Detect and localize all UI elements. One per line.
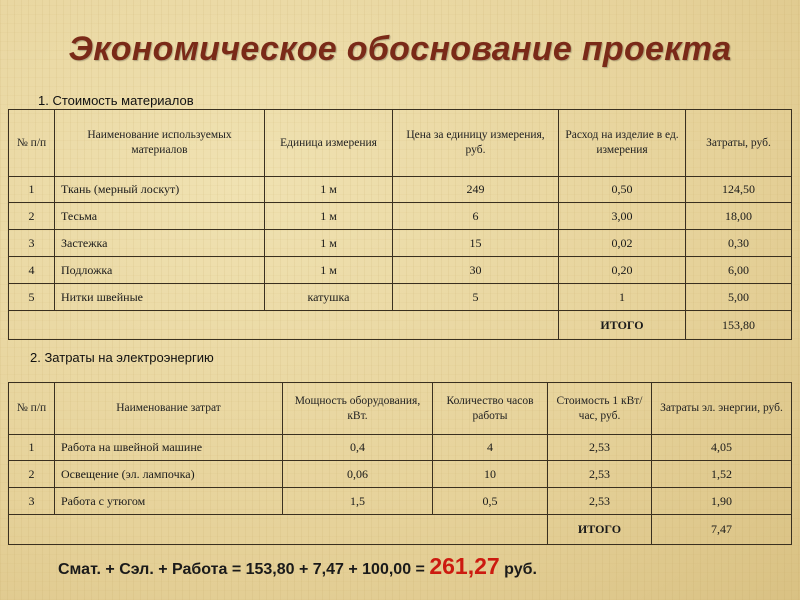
table-cell: 18,00 [686,203,792,230]
table-cell: 1 м [265,177,393,203]
table-cell: 4 [9,257,55,284]
header-cell: Количество часов работы [433,383,548,435]
cost-formula [58,553,537,580]
table-total-row [9,515,792,545]
table-cell: 0,5 [433,488,548,515]
table-cell: 0,06 [283,461,433,488]
header-cell: Цена за единицу измерения, руб. [393,110,559,177]
table-cell: 2 [9,203,55,230]
table-cell: Тесьма [55,203,265,230]
total-label: ИТОГО [548,515,652,545]
table-cell: 2,53 [548,488,652,515]
table-cell: 6 [393,203,559,230]
header-cell: Затраты, руб. [686,110,792,177]
formula-unit: руб. [504,561,537,578]
electricity-table [8,382,792,545]
table-cell: Застежка [55,230,265,257]
table-cell: Работа с утюгом [55,488,283,515]
table-cell: 1,52 [652,461,792,488]
total-value: 153,80 [686,311,792,340]
table-total-row [9,311,792,340]
table-cell: 30 [393,257,559,284]
table-row [9,284,792,311]
table-cell: 249 [393,177,559,203]
page-title: Экономическое обоснование проекта [68,30,732,68]
formula-result: 261,27 [429,553,500,579]
table-row [9,257,792,284]
total-label: ИТОГО [559,311,686,340]
table-row [9,435,792,461]
table-cell: 1 м [265,230,393,257]
formula-text: Смат. + Сэл. + Работа = 153,80 + 7,47 + 100,00 = [58,561,425,578]
table-cell: 10 [433,461,548,488]
header-cell: Расход на изделие в ед. измерения [559,110,686,177]
table-cell: Ткань (мерный лоскут) [55,177,265,203]
table-cell: 1,90 [652,488,792,515]
table-cell: Подложка [55,257,265,284]
table-cell: 2,53 [548,435,652,461]
header-cell: Наименование затрат [55,383,283,435]
table-cell: 5 [393,284,559,311]
table-cell: Работа на швейной машине [55,435,283,461]
table-cell: 1,5 [283,488,433,515]
table-cell: 1 м [265,203,393,230]
table-cell: 6,00 [686,257,792,284]
table-cell: 0,02 [559,230,686,257]
table-cell: 2,53 [548,461,652,488]
table-cell: Освещение (эл. лампочка) [55,461,283,488]
table-cell: 0,20 [559,257,686,284]
header-cell: Наименование используемых материалов [55,110,265,177]
table-row [9,488,792,515]
table-cell: катушка [265,284,393,311]
header-cell: Мощность оборудования, кВт. [283,383,433,435]
table-cell: 3,00 [559,203,686,230]
total-spacer [9,311,559,340]
table-cell: 0,30 [686,230,792,257]
table-cell: 5 [9,284,55,311]
table-cell: 5,00 [686,284,792,311]
table-cell: 1 [559,284,686,311]
table-row [9,230,792,257]
table-row [9,461,792,488]
table-header-row [9,383,792,435]
header-cell: Затраты эл. энергии, руб. [652,383,792,435]
header-cell: № п/п [9,383,55,435]
table-cell: 4 [433,435,548,461]
header-cell: № п/п [9,110,55,177]
table-cell: 3 [9,488,55,515]
table-cell: 3 [9,230,55,257]
table-row [9,177,792,203]
table-cell: Нитки швейные [55,284,265,311]
table-cell: 1 [9,435,55,461]
header-cell: Единица измерения [265,110,393,177]
table-cell: 1 [9,177,55,203]
table-cell: 124,50 [686,177,792,203]
header-cell: Стоимость 1 кВт/час, руб. [548,383,652,435]
section-electricity-heading: 2. Затраты на электроэнергию [30,350,214,365]
table-cell: 4,05 [652,435,792,461]
table-cell: 0,50 [559,177,686,203]
total-value: 7,47 [652,515,792,545]
table-cell: 1 м [265,257,393,284]
table-cell: 15 [393,230,559,257]
table-row [9,203,792,230]
materials-table [8,109,792,340]
table-header-row [9,110,792,177]
section-materials-heading: 1. Стоимость материалов [38,93,194,108]
total-spacer [9,515,548,545]
table-cell: 2 [9,461,55,488]
table-cell: 0,4 [283,435,433,461]
